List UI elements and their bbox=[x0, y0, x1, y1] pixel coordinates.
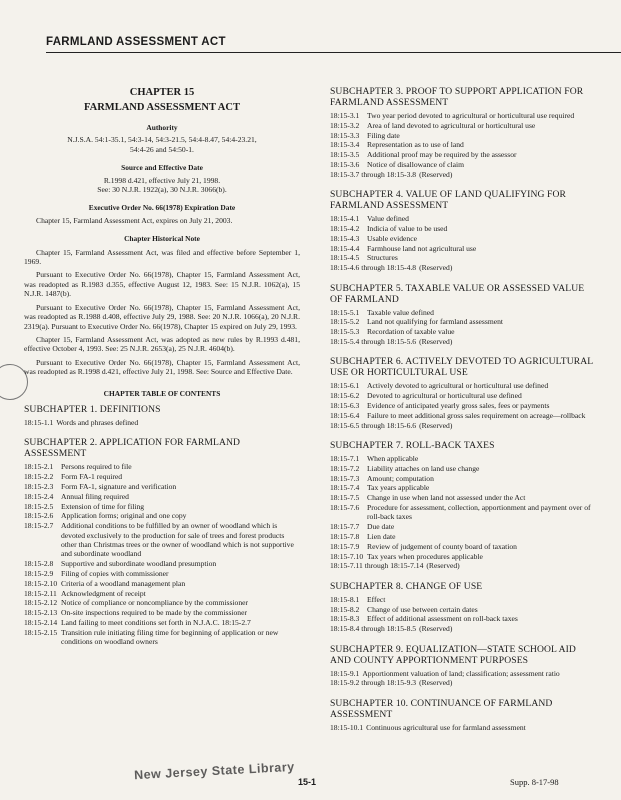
section-title: Form FA-1 required bbox=[61, 472, 123, 482]
toc-entry bbox=[330, 669, 598, 678]
toc-entry bbox=[330, 503, 598, 522]
right-column bbox=[330, 86, 598, 733]
toc-entry bbox=[24, 472, 300, 481]
toc-entry bbox=[330, 263, 598, 272]
section-number: 18:15-5.1 bbox=[330, 307, 360, 317]
toc-entry bbox=[330, 214, 598, 223]
toc-entry bbox=[330, 150, 598, 159]
section-number: 18:15-4.6 through 18:15-4.8 bbox=[330, 263, 417, 273]
section-title: Additional conditions to be fulfilled by an owner of woodland which is devoted exclusively to the production for sale of trees and forest products other than Christmas trees or the owner of woodland which is not supportive and subordinate woodland bbox=[61, 521, 294, 559]
section-title: Land failing to meet conditions set forth in N.J.A.C. 18:15-2.7 bbox=[61, 617, 251, 627]
section-number: 18:15-7.5 bbox=[330, 493, 360, 503]
section-title: Taxable value defined bbox=[367, 307, 434, 317]
section-title: Form FA-1, signature and verification bbox=[61, 481, 177, 491]
toc-entry bbox=[330, 542, 598, 551]
section-title: Tax years applicable bbox=[367, 483, 430, 493]
section-title: (Reserved) bbox=[419, 169, 453, 179]
left-toc bbox=[24, 404, 300, 647]
toc-entry bbox=[330, 532, 598, 541]
section-number: 18:15-4.4 bbox=[330, 243, 360, 253]
section-number: 18:15-4.2 bbox=[330, 223, 360, 233]
section-title: Lien date bbox=[367, 531, 396, 541]
section-title: Annual filing required bbox=[61, 491, 129, 501]
section-number: 18:15-5.3 bbox=[330, 327, 360, 337]
section-title: Indicia of value to be used bbox=[367, 223, 448, 233]
toc-entry bbox=[330, 678, 598, 687]
section-title: Filing of copies with commissioner bbox=[61, 568, 169, 578]
section-number: 18:15-7.6 bbox=[330, 502, 360, 512]
authority-heading: Authority bbox=[146, 123, 178, 132]
section-number: 18:15-5.2 bbox=[330, 317, 360, 327]
toc-heading: CHAPTER TABLE OF CONTENTS bbox=[103, 388, 221, 398]
source-line-1: R.1998 d.421, effective July 21, 1998. bbox=[103, 175, 221, 185]
toc-entry bbox=[330, 391, 598, 400]
toc-entry bbox=[330, 421, 598, 430]
header-rule bbox=[46, 52, 621, 53]
left-column bbox=[24, 86, 300, 647]
toc-entry bbox=[330, 308, 598, 317]
section-number: 18:15-6.2 bbox=[330, 391, 360, 401]
section-number: 18:15-6.4 bbox=[330, 410, 360, 420]
toc-entry bbox=[330, 561, 598, 570]
section-number: 18:15-2.6 bbox=[24, 511, 54, 521]
expiration-heading: Executive Order No. 66(1978) Expiration Date bbox=[88, 203, 236, 213]
section-number: 18:15-2.14 bbox=[24, 617, 58, 627]
section-number: 18:15-9.2 through 18:15-9.3 bbox=[330, 678, 417, 688]
section-title: Persons required to file bbox=[61, 462, 132, 472]
section-number: 18:15-2.5 bbox=[24, 501, 54, 511]
section-number: 18:15-7.9 bbox=[330, 541, 360, 551]
toc-entry bbox=[330, 552, 598, 561]
toc-entry bbox=[330, 160, 598, 169]
section-number: 18:15-9.1 bbox=[330, 668, 360, 678]
section-number: 18:15-10.1 bbox=[330, 722, 364, 732]
subchapter-title: SUBCHAPTER 5. TAXABLE VALUE OR ASSESSED VALUE OF FARMLAND bbox=[330, 282, 585, 305]
toc-entry bbox=[330, 224, 598, 233]
toc-entry bbox=[24, 598, 300, 607]
section-title: Evidence of anticipated yearly gross sales, fees or payments bbox=[367, 400, 550, 410]
section-number: 18:15-5.4 through 18:15-5.6 bbox=[330, 336, 417, 346]
right-toc bbox=[330, 86, 598, 732]
toc-entry bbox=[330, 605, 598, 614]
toc-entry bbox=[330, 624, 598, 633]
toc-entry bbox=[330, 327, 598, 336]
section-title: (Reserved) bbox=[419, 678, 453, 688]
section-title: Review of judgement of county board of taxation bbox=[367, 541, 517, 551]
section-title: Tax years when procedures applicable bbox=[367, 551, 483, 561]
authority-text: N.J.S.A. 54:1-35.1, 54:3-14, 54:3-21.5, 54:4-8.47, 54:4-23.21, 54:4-26 and 54:50-1. bbox=[67, 135, 257, 154]
toc-entry bbox=[330, 614, 598, 623]
section-number: 18:15-3.5 bbox=[330, 150, 360, 160]
section-title: Additional proof may be required by the assessor bbox=[367, 150, 517, 160]
section-number: 18:15-1.1 bbox=[24, 417, 54, 427]
section-title: Area of land devoted to agricultural or horticultural use bbox=[367, 120, 536, 130]
section-title: Continuous agricultural use for farmland assessment bbox=[366, 722, 526, 732]
section-title: Application forms; original and one copy bbox=[61, 511, 187, 521]
history-paragraph: Chapter 15, Farmland Assessment Act, was filed and effective before September 1, 1969. bbox=[24, 247, 300, 267]
section-number: 18:15-6.3 bbox=[330, 400, 360, 410]
section-number: 18:15-6.1 bbox=[330, 381, 360, 391]
toc-entry bbox=[330, 474, 598, 483]
section-number: 18:15-7.11 through 18:15-7.14 bbox=[330, 561, 424, 571]
toc-entry bbox=[330, 401, 598, 410]
toc-entry bbox=[330, 170, 598, 179]
section-title: Devoted to agricultural or horticultural use defined bbox=[367, 391, 522, 401]
section-number: 18:15-8.3 bbox=[330, 614, 360, 624]
section-title: Notice of compliance or noncompliance by the commissioner bbox=[61, 598, 249, 608]
toc-entry bbox=[24, 589, 300, 598]
toc-entry bbox=[330, 140, 598, 149]
section-number: 18:15-2.7 bbox=[24, 521, 54, 531]
section-number: 18:15-2.2 bbox=[24, 472, 54, 482]
toc-entry bbox=[330, 522, 598, 531]
section-title: Structures bbox=[367, 253, 398, 263]
section-title: Change in use when land not assessed under the Act bbox=[367, 493, 526, 503]
section-title: Extension of time for filing bbox=[61, 501, 145, 511]
toc-entry bbox=[24, 618, 300, 627]
subchapter-title: SUBCHAPTER 3. PROOF TO SUPPORT APPLICATION FOR FARMLAND ASSESSMENT bbox=[330, 86, 584, 108]
section-title: Criteria of a woodland management plan bbox=[61, 578, 186, 588]
subchapter-title: SUBCHAPTER 8. CHANGE OF USE bbox=[330, 580, 483, 592]
toc-entry bbox=[330, 244, 598, 253]
section-number: 18:15-8.4 through 18:15-8.5 bbox=[330, 624, 417, 634]
running-header: FARMLAND ASSESSMENT ACT bbox=[46, 36, 226, 48]
library-stamp: New Jersey State Library bbox=[133, 759, 295, 783]
section-number: 18:15-2.11 bbox=[24, 588, 57, 598]
toc-entry bbox=[330, 111, 598, 120]
section-title: Filing date bbox=[367, 130, 400, 140]
subchapter-title: SUBCHAPTER 10. CONTINUANCE OF FARMLAND ASSESSMENT bbox=[330, 697, 553, 720]
source-line-2: See: 30 N.J.R. 1922(a), 30 N.J.R. 3066(b). bbox=[97, 185, 227, 195]
section-title: Effect of additional assessment on roll-back taxes bbox=[367, 614, 518, 624]
section-number: 18:15-3.3 bbox=[330, 130, 360, 140]
section-number: 18:15-2.1 bbox=[24, 462, 54, 472]
section-number: 18:15-3.1 bbox=[330, 111, 360, 120]
section-title: Supportive and subordinate woodland presumption bbox=[61, 559, 217, 569]
subchapter-title: SUBCHAPTER 9. EQUALIZATION—STATE SCHOOL AID AND COUNTY APPORTIONMENT PURPOSES bbox=[330, 643, 576, 666]
section-title: Apportionment valuation of land; classification; assessment ratio bbox=[362, 668, 560, 678]
toc-entry bbox=[24, 628, 300, 647]
section-title: Words and phrases defined bbox=[56, 417, 139, 427]
section-title: Representation as to use of land bbox=[367, 140, 464, 150]
section-number: 18:15-7.8 bbox=[330, 531, 360, 541]
toc-entry bbox=[24, 579, 300, 588]
section-title: Liability attaches on land use change bbox=[367, 463, 480, 473]
section-title: (Reserved) bbox=[419, 624, 453, 634]
toc-entry bbox=[24, 482, 300, 491]
section-title: Acknowledgment of receipt bbox=[61, 588, 146, 598]
toc-entry bbox=[330, 337, 598, 346]
section-number: 18:15-2.15 bbox=[24, 627, 58, 637]
toc-entry bbox=[330, 464, 598, 473]
chapter-title: FARMLAND ASSESSMENT ACT bbox=[84, 102, 240, 113]
toc-entry bbox=[330, 595, 598, 604]
expiration-text: Chapter 15, Farmland Assessment Act, expires on July 21, 2003. bbox=[36, 215, 233, 225]
toc-entry bbox=[24, 608, 300, 617]
section-title: Actively devoted to agricultural or horticultural use defined bbox=[367, 381, 549, 391]
section-title: Usable evidence bbox=[367, 233, 417, 243]
history-paragraph: Pursuant to Executive Order No. 66(1978), Chapter 15, Farmland Assessment Act, was readopted as R.1983 d.355, effective August 12, 1983. See: 15 N.J.R. 1062(a), 15 N.J.R. 1487(b). bbox=[24, 270, 300, 299]
section-number: 18:15-4.3 bbox=[330, 233, 360, 243]
subchapter-title: SUBCHAPTER 7. ROLL-BACK TAXES bbox=[330, 439, 495, 451]
section-number: 18:15-7.3 bbox=[330, 473, 360, 483]
chapter-label: CHAPTER 15 bbox=[129, 87, 195, 98]
subchapter-title: SUBCHAPTER 2. APPLICATION FOR FARMLAND ASSESSMENT bbox=[24, 437, 241, 460]
page-number: 15-1 bbox=[298, 777, 317, 787]
toc-entry bbox=[24, 418, 300, 427]
section-title: Procedure for assessment, collection, apportionment and payment over of roll-back taxes bbox=[367, 502, 591, 522]
section-number: 18:15-4.1 bbox=[330, 214, 360, 224]
toc-entry bbox=[330, 131, 598, 140]
section-title: (Reserved) bbox=[419, 336, 453, 346]
section-title: Effect bbox=[367, 594, 386, 604]
history-paragraph: Pursuant to Executive Order No. 66(1978), Chapter 15, Farmland Assessment Act, was readopted as R.1988 d.408, effective July 29, 1988. See: 20 N.J.R. 1066(a), 20 N.J.R. 2319(a). Pursuant to Executive Order No. 66(1978), Chapter 15 expired on July 29, 1993. bbox=[24, 302, 300, 331]
section-number: 18:15-2.12 bbox=[24, 598, 58, 608]
toc-entry bbox=[24, 502, 300, 511]
toc-entry bbox=[330, 411, 598, 420]
section-number: 18:15-6.5 through 18:15-6.6 bbox=[330, 420, 417, 430]
section-number: 18:15-8.1 bbox=[330, 594, 360, 604]
section-number: 18:15-2.13 bbox=[24, 608, 58, 618]
section-number: 18:15-8.2 bbox=[330, 604, 360, 614]
section-number: 18:15-2.9 bbox=[24, 568, 54, 578]
section-title: Recordation of taxable value bbox=[367, 327, 455, 337]
toc-entry bbox=[24, 511, 300, 520]
section-number: 18:15-2.10 bbox=[24, 578, 58, 588]
toc-entry bbox=[330, 381, 598, 390]
section-title: (Reserved) bbox=[419, 263, 453, 273]
toc-entry bbox=[330, 317, 598, 326]
section-title: Failure to meet additional gross sales requirement on acreage—rollback bbox=[367, 410, 586, 420]
section-number: 18:15-7.4 bbox=[330, 483, 360, 493]
section-title: Due date bbox=[367, 522, 395, 532]
section-number: 18:15-7.2 bbox=[330, 463, 360, 473]
section-title: Land not qualifying for farmland assessment bbox=[367, 317, 504, 327]
section-title: Farmhouse land not agricultural use bbox=[367, 243, 477, 253]
section-title: (Reserved) bbox=[419, 420, 453, 430]
section-title: Notice of disallowance of claim bbox=[367, 159, 464, 169]
section-title: (Reserved) bbox=[426, 561, 460, 571]
subchapter-title: SUBCHAPTER 1. DEFINITIONS bbox=[24, 403, 161, 415]
toc-entry bbox=[330, 454, 598, 463]
supplement-date: Supp. 8-17-98 bbox=[510, 777, 559, 787]
subchapter-title: SUBCHAPTER 4. VALUE OF LAND QUALIFYING FOR FARMLAND ASSESSMENT bbox=[330, 189, 566, 212]
toc-entry bbox=[24, 462, 300, 471]
section-title: Amount; computation bbox=[367, 473, 434, 483]
toc-entry bbox=[24, 569, 300, 578]
section-number: 18:15-2.4 bbox=[24, 491, 54, 501]
section-number: 18:15-3.6 bbox=[330, 159, 360, 169]
section-title: Transition rule initiating filing time for beginning of application or new conditions on woodland owners bbox=[61, 627, 279, 647]
section-title: On-site inspections required to be made by the commissioner bbox=[61, 608, 248, 618]
section-title: Value defined bbox=[367, 214, 409, 224]
section-number: 18:15-7.10 bbox=[330, 551, 364, 561]
section-title: Two year period devoted to agricultural or horticultural use required bbox=[367, 111, 575, 120]
toc-entry bbox=[24, 521, 300, 559]
toc-entry bbox=[24, 492, 300, 501]
toc-entry bbox=[330, 483, 598, 492]
section-number: 18:15-7.1 bbox=[330, 453, 360, 463]
section-number: 18:15-2.3 bbox=[24, 481, 54, 491]
history-paragraph: Pursuant to Executive Order No. 66(1978), Chapter 15, Farmland Assessment Act, was readopted as R.1998 d.421, effective July 21, 1998. See: Source and Effective Date. bbox=[24, 357, 300, 377]
history-heading: Chapter Historical Note bbox=[124, 234, 200, 244]
section-number: 18:15-4.5 bbox=[330, 253, 360, 263]
section-number: 18:15-3.2 bbox=[330, 120, 360, 130]
history-paragraph: Chapter 15, Farmland Assessment Act, was adopted as new rules by R.1993 d.481, effective October 4, 1993. See: 25 N.J.R. 2653(a), 25 N.J.R. 4604(b). bbox=[24, 334, 300, 354]
toc-entry bbox=[330, 253, 598, 262]
section-number: 18:15-2.8 bbox=[24, 559, 54, 569]
toc-entry bbox=[330, 234, 598, 243]
section-number: 18:15-3.4 bbox=[330, 140, 360, 150]
toc-entry bbox=[330, 493, 598, 502]
section-title: Change of use between certain dates bbox=[367, 604, 478, 614]
history-notes bbox=[24, 248, 300, 377]
toc-entry bbox=[24, 559, 300, 568]
section-title: When applicable bbox=[367, 453, 419, 463]
section-number: 18:15-3.7 through 18:15-3.8 bbox=[330, 169, 417, 179]
section-number: 18:15-7.7 bbox=[330, 522, 360, 532]
toc-entry bbox=[330, 723, 598, 732]
toc-entry bbox=[330, 121, 598, 130]
subchapter-title: SUBCHAPTER 6. ACTIVELY DEVOTED TO AGRICULTURAL USE OR HORTICULTURAL USE bbox=[330, 356, 593, 379]
source-heading: Source and Effective Date bbox=[121, 163, 203, 173]
